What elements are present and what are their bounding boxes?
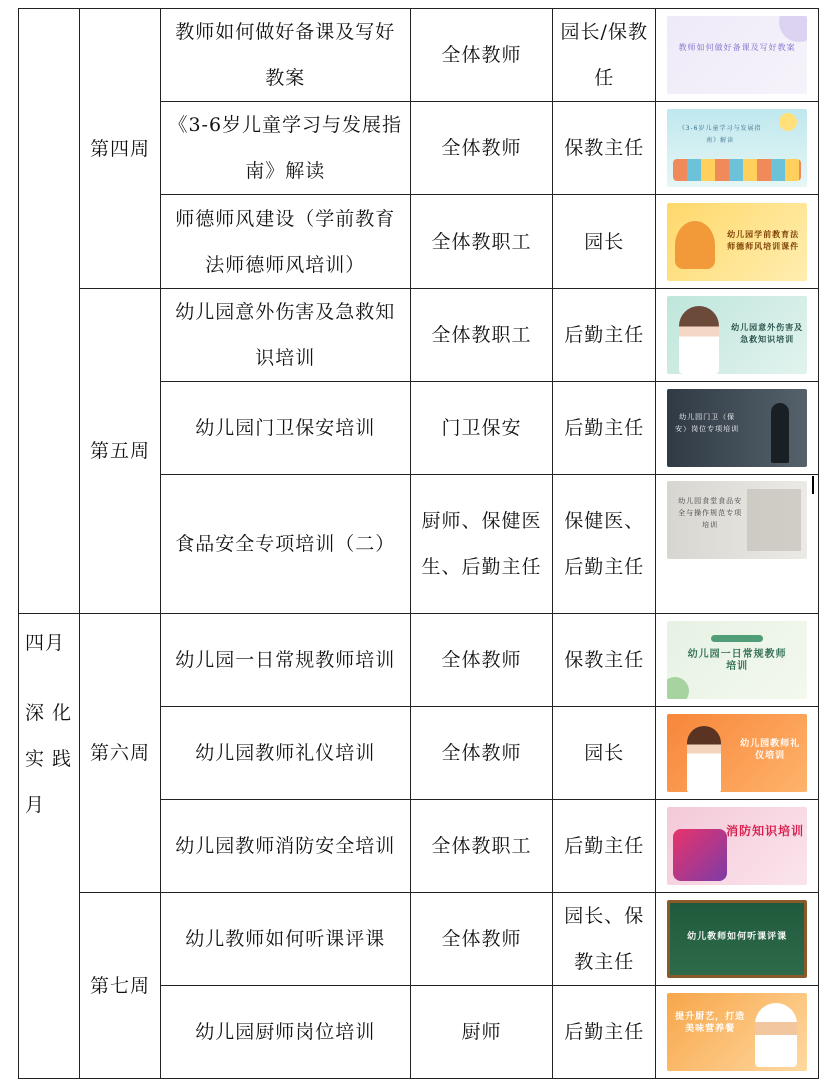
nurse-illustration <box>679 306 719 374</box>
slide-thumbnail <box>667 296 807 374</box>
month-label <box>19 614 79 828</box>
month-theme-line: 深 化 <box>25 702 73 724</box>
thumbnail-title: 幼儿园一日常规教师培训 <box>687 649 787 672</box>
text-cursor <box>812 476 814 494</box>
chef-illustration <box>755 1003 797 1067</box>
leaf-decoration <box>667 677 689 699</box>
week-cell-4: 第四周 <box>80 9 161 289</box>
slide-thumbnail <box>667 900 807 978</box>
thumbnail-cell <box>656 382 819 475</box>
thumbnail-title: 幼儿园教师礼仪培训 <box>740 739 801 761</box>
topic-cell: 幼儿园教师礼仪培训 <box>160 707 410 800</box>
audience-cell: 全体教师 <box>410 893 553 986</box>
responsible-cell: 后勤主任 <box>553 800 656 893</box>
thumbnail-cell <box>656 195 819 289</box>
audience-cell: 全体教师 <box>410 102 553 195</box>
month-cell-april <box>19 614 80 1079</box>
thumbnail-badge <box>711 635 763 642</box>
audience-cell: 厨师 <box>410 986 553 1079</box>
topic-cell: 幼儿园厨师岗位培训 <box>160 986 410 1079</box>
teacher-illustration <box>687 726 721 792</box>
slide-thumbnail <box>667 109 807 187</box>
slide-thumbnail <box>667 714 807 792</box>
training-schedule-table <box>18 8 819 1079</box>
thumbnail-cell <box>656 893 819 986</box>
responsible-cell: 后勤主任 <box>553 289 656 382</box>
audience-cell: 全体教职工 <box>410 800 553 893</box>
slide-thumbnail <box>667 481 807 559</box>
responsible-cell: 保教主任 <box>553 614 656 707</box>
audience-cell: 全体教师 <box>410 9 553 102</box>
thumbnail-cell <box>656 707 819 800</box>
month-name: 四月 <box>25 632 66 654</box>
thumbnail-title: 《3-6岁儿童学习与发展指南》解读 <box>678 125 762 144</box>
kids-illustration <box>673 159 801 181</box>
audience-cell: 全体教师 <box>410 614 553 707</box>
thumbnail-title: 幼儿园意外伤害及急救知识培训 <box>731 323 804 344</box>
audience-cell: 厨师、保健医生、后勤主任 <box>410 475 553 614</box>
firefighters-illustration <box>673 829 727 881</box>
thumbnail-cell <box>656 102 819 195</box>
slide-thumbnail <box>667 807 807 885</box>
thumbnail-cell <box>656 614 819 707</box>
topic-cell: 幼儿园门卫保安培训 <box>160 382 410 475</box>
month-cell-march <box>19 9 80 614</box>
topic-cell: 教师如何做好备课及写好教案 <box>160 9 410 102</box>
slide-thumbnail <box>667 993 807 1071</box>
audience-cell: 全体教职工 <box>410 195 553 289</box>
table-row <box>19 614 819 707</box>
audience-cell: 全体教职工 <box>410 289 553 382</box>
topic-cell: 《3-6岁儿童学习与发展指南》解读 <box>160 102 410 195</box>
guard-illustration <box>771 403 789 463</box>
topic-cell: 幼儿园意外伤害及急救知识培训 <box>160 289 410 382</box>
thumbnail-circle <box>779 16 807 42</box>
responsible-cell: 园长、保教主任 <box>553 893 656 986</box>
month-theme-line: 实 践 <box>25 748 73 770</box>
table-row <box>19 893 819 986</box>
thumbnail-cell <box>656 9 819 102</box>
week-cell-5: 第五周 <box>80 289 161 614</box>
audience-cell: 全体教师 <box>410 707 553 800</box>
slide-thumbnail <box>667 621 807 699</box>
thumbnail-title: 幼儿园学前教育法师德师风培训课件 <box>727 229 800 251</box>
responsible-cell: 后勤主任 <box>553 986 656 1079</box>
thumbnail-title: 幼儿园门卫（保安）岗位专项培训 <box>675 413 740 433</box>
slide-thumbnail <box>667 389 807 467</box>
slide-thumbnail <box>667 203 807 281</box>
topic-cell: 幼儿园一日常规教师培训 <box>160 614 410 707</box>
responsible-cell: 园长 <box>553 195 656 289</box>
topic-cell: 食品安全专项培训（二） <box>160 475 410 614</box>
week-cell-7: 第七周 <box>80 893 161 1079</box>
slide-thumbnail <box>667 16 807 94</box>
table-row <box>19 289 819 382</box>
topic-cell: 师德师风建设（学前教育法师德师风培训） <box>160 195 410 289</box>
moon-icon <box>779 113 797 131</box>
thumbnail-title: 提升厨艺，打造美味营养餐 <box>675 1012 746 1034</box>
topic-cell: 幼儿教师如何听课评课 <box>160 893 410 986</box>
thumbnail-title: 教师如何做好备课及写好教案 <box>678 43 796 52</box>
thumbnail-title: 消防知识培训 <box>726 824 805 838</box>
kitchen-illustration <box>747 489 801 551</box>
responsible-cell: 园长/保教任 <box>553 9 656 102</box>
responsible-cell: 园长 <box>553 707 656 800</box>
thumbnail-cell <box>656 986 819 1079</box>
week-cell-6: 第六周 <box>80 614 161 893</box>
lion-illustration <box>675 221 715 269</box>
thumbnail-title: 幼儿园食堂食品安全与操作规范专项培训 <box>678 497 743 529</box>
thumbnail-cell <box>656 800 819 893</box>
topic-cell: 幼儿园教师消防安全培训 <box>160 800 410 893</box>
responsible-cell: 后勤主任 <box>553 382 656 475</box>
audience-cell: 门卫保安 <box>410 382 553 475</box>
thumbnail-cell <box>656 289 819 382</box>
thumbnail-title: 幼儿教师如何听课评课 <box>687 932 788 942</box>
month-theme-line: 月 <box>25 794 46 816</box>
thumbnail-cell <box>656 475 819 614</box>
table-row <box>19 9 819 102</box>
responsible-cell: 保健医、后勤主任 <box>553 475 656 614</box>
responsible-cell: 保教主任 <box>553 102 656 195</box>
